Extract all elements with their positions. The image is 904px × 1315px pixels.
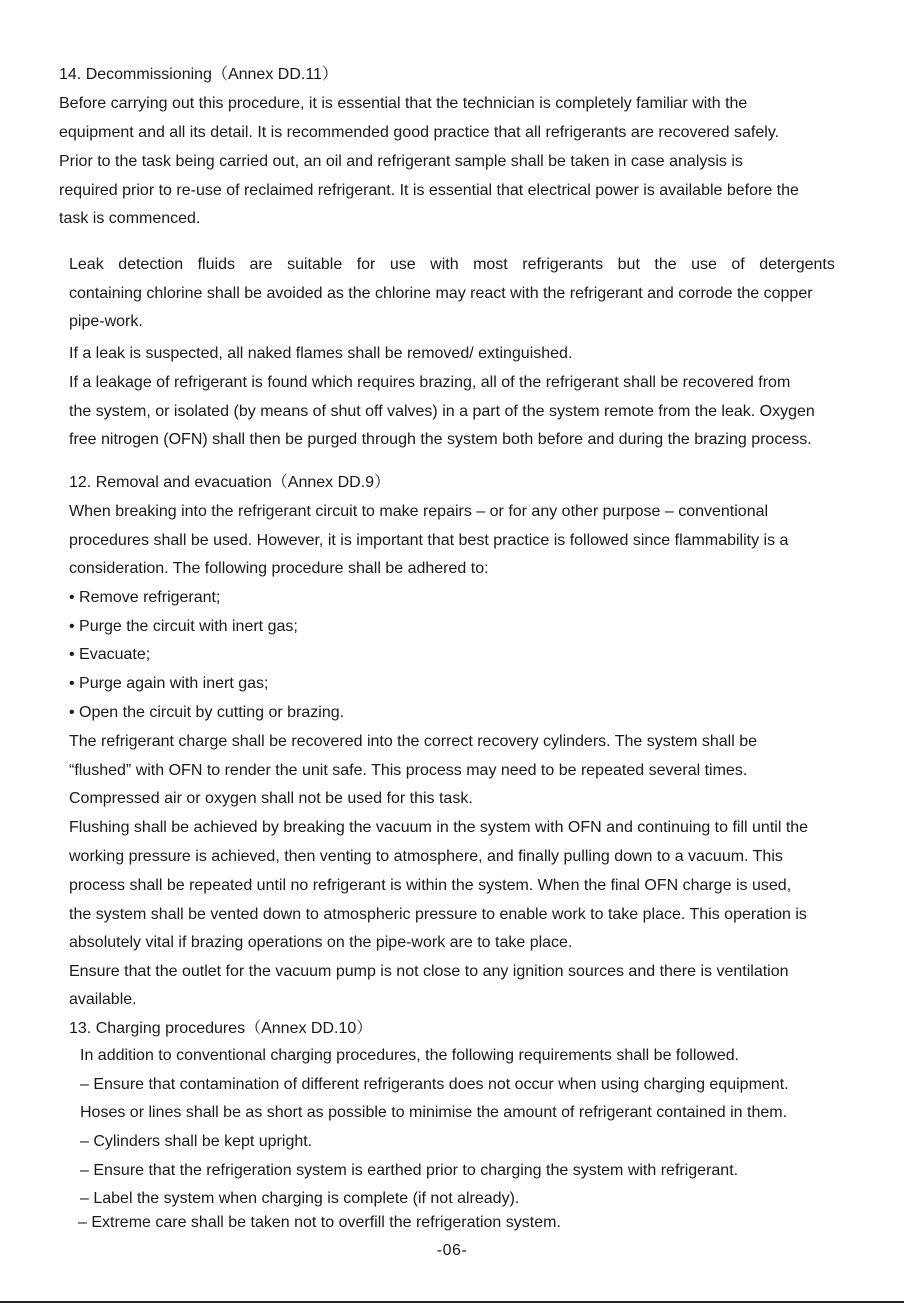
section-14-line: Before carrying out this procedure, it is essential that the technician is completely familiar with the <box>59 95 748 112</box>
word: suitable <box>287 256 343 273</box>
section-12-intro-line: procedures shall be used. However, it is important that best practice is followed since flammability is a <box>69 532 789 549</box>
leak-line: free nitrogen (OFN) shall then be purged through the system both before and during the brazing process. <box>69 431 812 448</box>
section-12-body-line: Ensure that the outlet for the vacuum pump is not close to any ignition sources and there is ventilation <box>69 963 789 980</box>
section-12-body-line: Flushing shall be achieved by breaking the vacuum in the system with OFN and continuing to fill until the <box>69 819 809 836</box>
section-13-line: In addition to conventional charging procedures, the following requirements shall be followed. <box>80 1047 740 1064</box>
section-12-heading: 12. Removal and evacuation（Annex DD.9） <box>69 474 391 491</box>
word: use <box>389 256 416 273</box>
section-12-intro-line: consideration. The following procedure shall be adhered to: <box>69 560 489 577</box>
word: the <box>654 256 677 273</box>
section-13-line: – Ensure that contamination of different refrigerants does not occur when using charging equipment. <box>80 1076 789 1093</box>
word: detergents <box>759 256 835 273</box>
section-13-line: Hoses or lines shall be as short as possible to minimise the amount of refrigerant contained in them. <box>80 1104 788 1121</box>
section-12-body-line: Compressed air or oxygen shall not be used for this task. <box>69 790 473 807</box>
leak-line: pipe-work. <box>69 313 143 330</box>
bullet-item: • Purge the circuit with inert gas; <box>69 618 298 635</box>
section-14-heading: 14. Decommissioning（Annex DD.11） <box>59 66 338 83</box>
section-12-body-line: absolutely vital if brazing operations on the pipe-work are to take place. <box>69 934 573 951</box>
word: with <box>430 256 459 273</box>
section-12-body-line: “flushed” with OFN to render the unit safe. This process may need to be repeated several times. <box>69 762 748 779</box>
section-12-body-line: working pressure is achieved, then venting to atmosphere, and finally pulling down to a vacuum. This <box>69 848 783 865</box>
word: Leak <box>69 256 104 273</box>
bullet-item: • Purge again with inert gas; <box>69 675 269 692</box>
page-number: -06- <box>436 1242 468 1259</box>
section-14-line: task is commenced. <box>59 210 201 227</box>
section-12-intro-line: When breaking into the refrigerant circuit to make repairs – or for any other purpose – conventional <box>69 503 769 520</box>
word: refrigerants <box>522 256 604 273</box>
section-12-body-line: available. <box>69 991 137 1008</box>
leak-line: If a leak is suspected, all naked flames shall be removed/ extinguished. <box>69 345 573 362</box>
word: of <box>731 256 745 273</box>
section-13-heading: 13. Charging procedures（Annex DD.10） <box>69 1020 373 1037</box>
page-bottom-rule <box>0 1301 904 1303</box>
leak-line: the system, or isolated (by means of shut off valves) in a part of the system remote from the leak. Oxygen <box>69 403 815 420</box>
section-13-line: – Label the system when charging is complete (if not already). <box>80 1190 520 1207</box>
word: detection <box>118 256 184 273</box>
leak-detection-first-line <box>69 255 835 275</box>
bullet-item: • Evacuate; <box>69 646 151 663</box>
section-13-line: – Ensure that the refrigeration system is earthed prior to charging the system with refrigerant. <box>80 1162 739 1179</box>
section-13-line: – Extreme care shall be taken not to overfill the refrigeration system. <box>78 1214 561 1231</box>
section-12-body-line: the system shall be vented down to atmospheric pressure to enable work to take place. This operation is <box>69 906 807 923</box>
leak-line: containing chlorine shall be avoided as the chlorine may react with the refrigerant and corrode the copper <box>69 285 813 302</box>
word: fluids <box>197 256 235 273</box>
section-14-line: Prior to the task being carried out, an oil and refrigerant sample shall be taken in case analysis is <box>59 153 743 170</box>
section-13-line: – Cylinders shall be kept upright. <box>80 1133 313 1150</box>
bullet-item: • Open the circuit by cutting or brazing. <box>69 704 345 721</box>
section-12-body-line: process shall be repeated until no refrigerant is within the system. When the final OFN charge is used, <box>69 877 792 894</box>
bullet-item: • Remove refrigerant; <box>69 589 221 606</box>
word: but <box>617 256 640 273</box>
word: use <box>691 256 717 273</box>
word: for <box>356 256 376 273</box>
section-14-line: required prior to re-use of reclaimed refrigerant. It is essential that electrical power is available before the <box>59 182 799 199</box>
word: are <box>249 256 273 273</box>
section-12-body-line: The refrigerant charge shall be recovered into the correct recovery cylinders. The system shall be <box>69 733 758 750</box>
section-14-line: equipment and all its detail. It is recommended good practice that all refrigerants are recovered safely. <box>59 124 780 141</box>
leak-line: If a leakage of refrigerant is found which requires brazing, all of the refrigerant shall be recovered from <box>69 374 791 391</box>
word: most <box>473 256 508 273</box>
